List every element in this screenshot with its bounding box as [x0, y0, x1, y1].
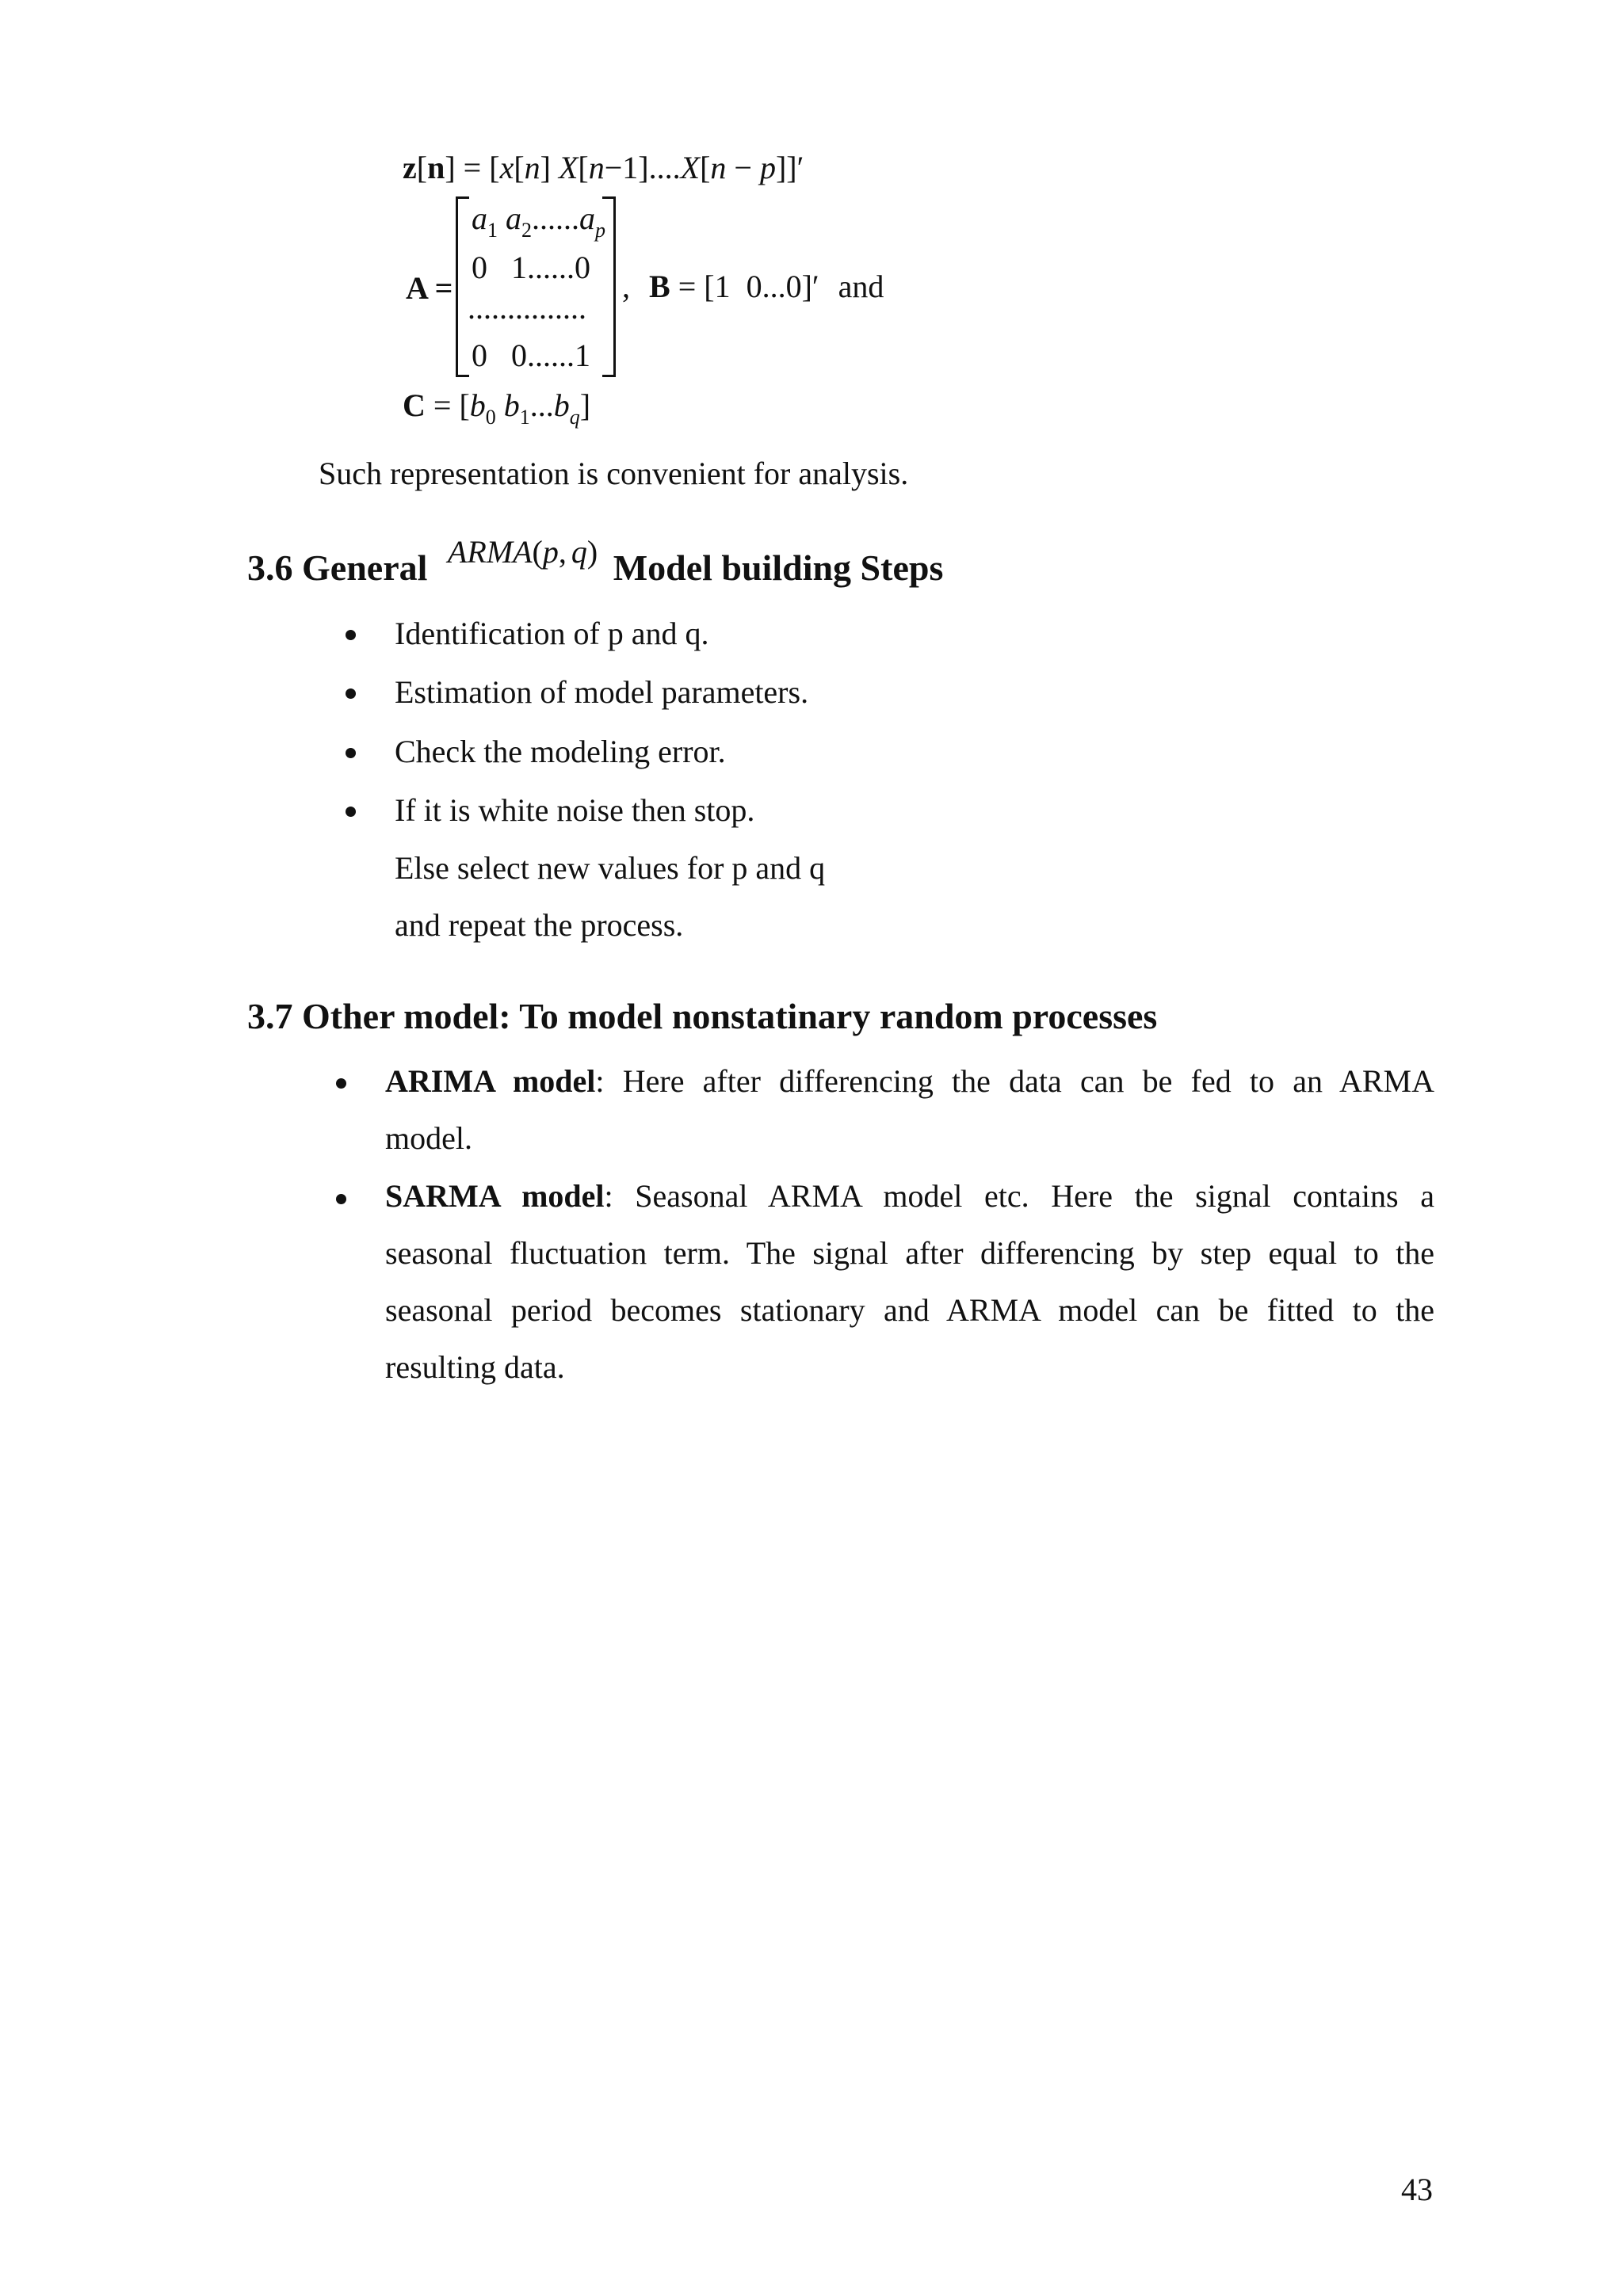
sarma-line-1: SARMA model: Seasonal ARMA model etc. Here the signal contains a	[385, 1178, 1434, 1214]
matrix-left-bracket	[456, 196, 469, 377]
bracket: ]	[445, 150, 456, 185]
matrix-row-2: 0 1......0	[472, 250, 590, 285]
section-3-6-heading: 3.6 General ARMA(p, q) Model building Steps	[247, 534, 944, 588]
sarma-line-4: resulting data.	[385, 1349, 565, 1385]
bullet-icon	[336, 1194, 346, 1204]
bullet-icon	[346, 688, 356, 699]
equals: =	[463, 150, 482, 185]
bullet-icon	[336, 1078, 346, 1089]
sarma-line-2: seasonal fluctuation term. The signal after differencing by step equal to the	[385, 1235, 1434, 1271]
symbol-B: B	[649, 269, 670, 304]
symbol-n: n	[588, 150, 605, 185]
symbol-x: x	[499, 150, 514, 185]
matrix-row-3: ...............	[468, 290, 586, 326]
equation-z-definition: z[n] = [x[n] X[n−1]....X[n − p]]′	[403, 150, 804, 185]
list-item: Identification of p and q.	[395, 616, 709, 651]
sarma-term: SARMA model	[385, 1178, 605, 1214]
bracket: [	[416, 150, 428, 185]
arima-line-1: ARIMA model: Here after differencing the data can be fed to an ARMA	[385, 1063, 1434, 1099]
arma-math-label: ARMA(p, q)	[447, 534, 598, 570]
minus: −	[734, 150, 752, 185]
list-continuation: Else select new values for p and q	[395, 850, 826, 886]
symbol-p: p	[759, 150, 776, 185]
equation-C-definition: $C = [b_0$ $b_1...b_q$]	[403, 387, 591, 429]
symbol-n: n	[427, 150, 445, 185]
page-number: 43	[1401, 2172, 1433, 2207]
section-3-7-heading: 3.7 Other model: To model nonstatinary random processes	[247, 996, 1158, 1036]
arima-term: ARIMA model	[385, 1063, 596, 1099]
intro-sentence: Such representation is convenient for analysis.	[319, 456, 909, 491]
closing-bracket: ]]′	[775, 150, 804, 185]
symbol-n: n	[524, 150, 540, 185]
list-item: Estimation of model parameters.	[395, 674, 809, 710]
bracket: [	[489, 150, 500, 185]
list-continuation: and repeat the process.	[395, 907, 684, 943]
bullet-icon	[346, 807, 356, 817]
list-item: If it is white noise then stop.	[395, 792, 755, 828]
symbol-z: z	[403, 150, 417, 185]
matrix-A-label: A =	[406, 270, 453, 306]
sarma-line-3: seasonal period becomes stationary and ARMA model can be fitted to the	[385, 1292, 1434, 1328]
symbol-X: X	[558, 150, 579, 185]
bullet-icon	[346, 748, 356, 758]
list-item: Check the modeling error.	[395, 734, 726, 769]
matrix-row-1: $a_1$ $a_2......a_p$	[472, 200, 605, 242]
arima-line-2: model.	[385, 1120, 472, 1156]
bullet-icon	[346, 630, 356, 640]
symbol-X: X	[680, 150, 701, 185]
symbol-n: n	[710, 150, 727, 185]
matrix-row-4: 0 0......1	[472, 338, 590, 373]
minus-one: −1]....	[604, 150, 681, 185]
equation-B-definition: , B = [1 0...0]′ and	[622, 269, 884, 304]
symbol-C: C	[403, 387, 426, 423]
